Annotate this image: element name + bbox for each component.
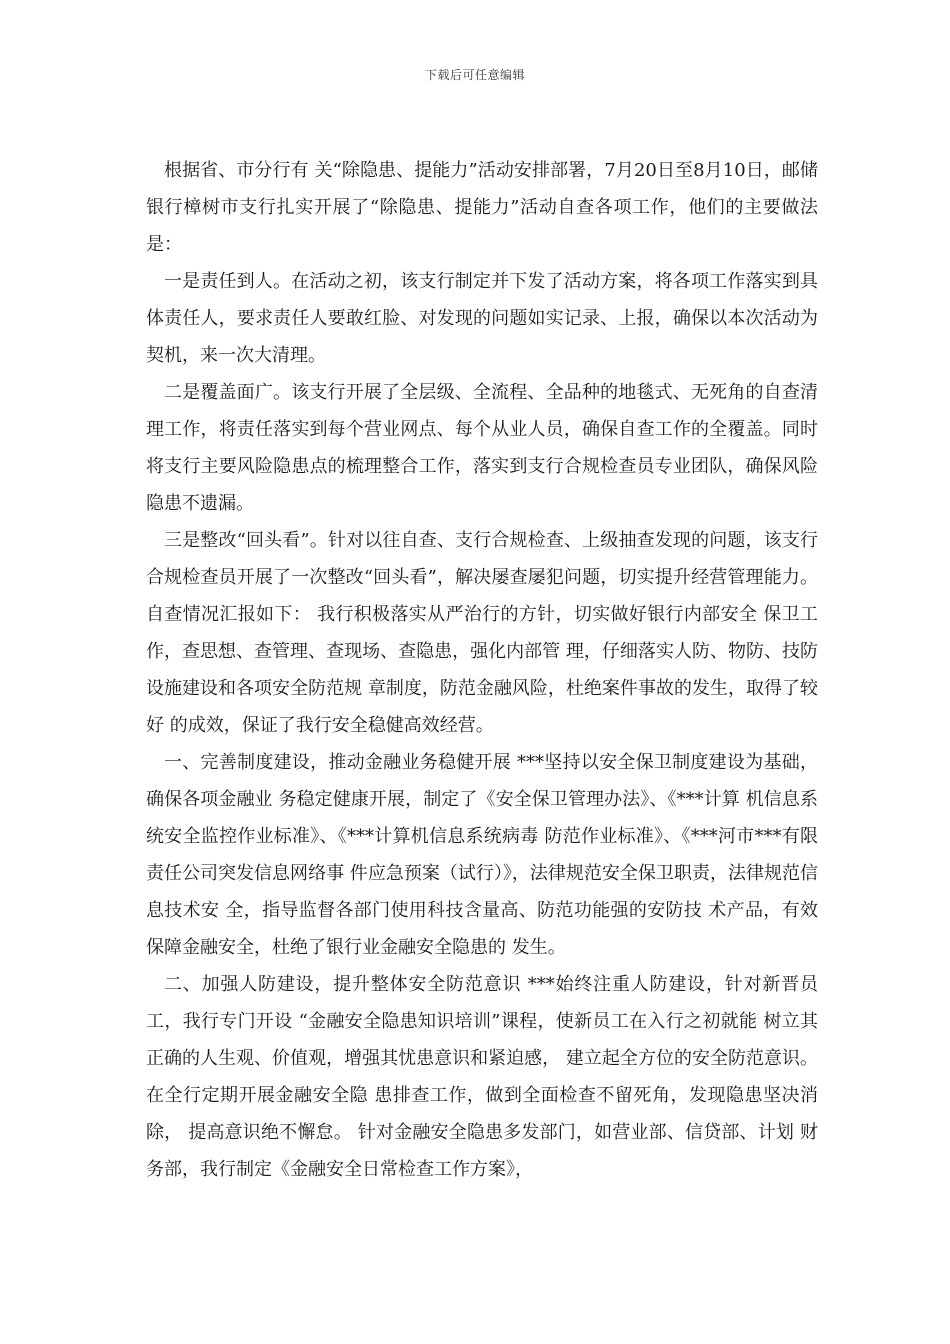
- paragraph-review: 三是整改“回头看”。针对以往自查、支行合规检查、上级抽查发现的问题，该支行合规检查员开展了一次整改“回头看”，解决屡查屡犯问题，切实提升经营管理能力。自查情况汇报如下： 我行积极落实从严治行的方针，切实做好银行内部安全 保卫工作，查思想、查管理、查现场、查隐患，强化内部管 理，仔细落实人防、物防、技防设施建设和各项安全防范规 章制度，防范金融风险，杜绝案件事故的发生，取得了较好 的成效，保证了我行安全稳健高效经营。: [146, 530, 818, 736]
- header-note: 下载后可任意编辑: [424, 68, 525, 82]
- document-body: [146, 152, 818, 1188]
- paragraph-responsibility: 一是责任到人。在活动之初，该支行制定并下发了活动方案，将各项工作落实到具体责任人，要求责任人要敢红脸、对发现的问题如实记录、上报，确保以本次活动为契机，来一次大清理。: [146, 271, 818, 366]
- paragraph-coverage: 二是覆盖面广。该支行开展了全层级、全流程、全品种的地毯式、无死角的自查清理工作，将责任落实到每个营业网点、每个从业人员，确保自查工作的全覆盖。同时将支行主要风险隐患点的梳理整合工作，落实到支行合规检查员专业团队，确保风险隐患不遗漏。: [146, 382, 818, 514]
- paragraph-intro: 根据省、市分行有 关“除隐患、提能力”活动安排部署，7月20日至8月10日，邮储银行樟树市支行扎实开展了“除隐患、提能力”活动自查各项工作，他们的主要做法是：: [146, 160, 818, 255]
- paragraph-section-one: 一、完善制度建设，推动金融业务稳健开展 ***坚持以安全保卫制度建设为基础，确保各项金融业 务稳定健康开展，制定了《安全保卫管理办法》、《***计算 机信息系统安全监控作业标准》、《***计算机信息系统病毒 防范作业标准》、《***河市***有限责任公司突发信息网络事 件应急预案（试行）》，法律规范安全保卫职责，法律规范信息技术安 全，指导监督各部门使用科技含量高、防范功能强的安防技 术产品，有效保障金融安全，杜绝了银行业金融安全隐患的 发生。: [146, 752, 818, 958]
- paragraph-section-two: 二、加强人防建设，提升整体安全防范意识 ***始终注重人防建设，针对新晋员工，我行专门开设 “金融安全隐患知识培训”课程，使新员工在入行之初就能 树立其正确的人生观、价值观，增强其忧患意识和紧迫感， 建立起全方位的安全防范意识。在全行定期开展金融安全隐 患排查工作，做到全面检查不留死角，发现隐患坚决消除， 提高意识绝不懈怠。 针对金融安全隐患多发部门，如营业部、信贷部、计划 财务部，我行制定《金融安全日常检查工作方案》，: [146, 974, 818, 1180]
